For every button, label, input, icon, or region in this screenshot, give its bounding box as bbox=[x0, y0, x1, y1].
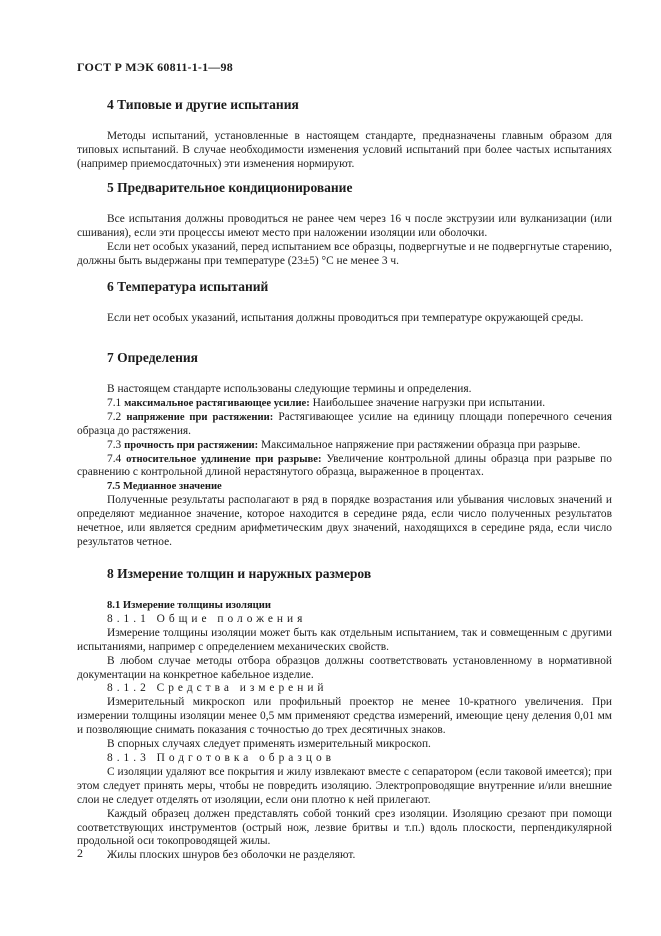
section-8-paragraph-6: Каждый образец должен представлять собой тонкий срез изоляции. Изоляцию срезают при помощи соответствующих инструментов (острый нож, лезвие бритвы и т.п.) вдоль плоскости, перпендикулярной продольной оси токопроводящей жилы. bbox=[77, 807, 612, 848]
definition-term: максимальное растягивающее усилие: bbox=[124, 397, 310, 409]
section-5-paragraph-2: Если нет особых указаний, перед испытанием все образцы, подвергнутые и не подвергнутые старению, должны быть выдержаны при температуре (23±5) °С не менее 3 ч. bbox=[77, 240, 612, 267]
definition-text: Максимальное напряжение при растяжении образца при разрыве. bbox=[261, 438, 581, 451]
section-4-title: 4 Типовые и другие испытания bbox=[107, 97, 299, 112]
definition-term: напряжение при растяжении: bbox=[126, 411, 274, 423]
subsection-title: 8.1 Измерение толщины изоляции bbox=[107, 600, 271, 611]
section-8-title: 8 Измерение толщин и наружных размеров bbox=[107, 566, 372, 581]
section-5-paragraph-1: Все испытания должны проводиться не ранее чем через 16 ч после экструзии или вулканизации (или сшивания), если эти процессы имеют место при наложении изоляции или оболочки. bbox=[77, 213, 612, 239]
subsection-8-1-3: 8.1.3 Подготовка образцов bbox=[107, 751, 336, 764]
subsection-8-1-1: 8.1.1 Общие положения bbox=[107, 612, 307, 625]
section-8-paragraph-3: Измерительный микроскоп или профильный проектор не менее 10-кратного увеличения. При измерении толщины изоляции менее 0,5 мм применяют средства измерений, имеющие цену деления 0,01 мм и позволяющие снимать показания с точностью до трех десятичных знаков. bbox=[77, 696, 612, 737]
section-5 bbox=[77, 180, 612, 269]
section-8-paragraph-4: В спорных случаях следует применять измерительный микроскоп. bbox=[107, 738, 431, 751]
section-8-paragraph-5: С изоляции удаляют все покрытия и жилу извлекают вместе с сепаратором (если таковой имеется); при этом следует принять меры, чтобы не повредить изоляцию. Электропроводящие внутренние и/или внешние слои не следует отделять от изоляции, если они плотно к ней прилегают. bbox=[77, 765, 612, 806]
definition-text: Растягивающее усилие на единицу площади поперечного сечения образца до растяжения. bbox=[77, 410, 612, 437]
section-4-paragraph: Методы испытаний, установленные в настоящем стандарте, предназначены главным образом для типовых испытаний. В случае необходимости изменения условий испытаний при более частых испытаниях (например приемосдаточных) эти изменения нормируют. bbox=[77, 130, 612, 170]
definition-7-5-text: Полученные результаты располагают в ряд в порядке возрастания или убывания числовых значений и определяют медианное значение, которое находится в середине ряда, если число полученных результатов нечетное, или является средним арифметическим двух значений, находящихся в середине ряда, если число результатов четное. bbox=[77, 494, 612, 548]
definition-text: Наибольшее значение нагрузки при испытании. bbox=[312, 396, 546, 409]
section-5-title: 5 Предварительное кондиционирование bbox=[107, 180, 353, 195]
definition-number: 7.3 bbox=[107, 438, 122, 451]
page-number: 2 bbox=[77, 846, 83, 860]
definition-number: 7.4 bbox=[107, 452, 122, 465]
definition-7-2 bbox=[77, 411, 612, 439]
definition-term: относительное удлинение при разрыве: bbox=[126, 453, 322, 465]
section-4 bbox=[77, 97, 612, 172]
section-6 bbox=[77, 279, 612, 326]
subsection-8-1-2: 8.1.2 Средства измерений bbox=[107, 682, 328, 695]
section-7-intro: В настоящем стандарте использованы следующие термины и определения. bbox=[107, 383, 472, 395]
section-8-paragraph-7: Жилы плоских шнуров без оболочки не разделяют. bbox=[107, 849, 356, 862]
section-8-paragraph-1: Измерение толщины изоляции может быть как отдельным испытанием, так и совмещенным с другими испытаниями, например с определением механических свойств. bbox=[77, 626, 612, 653]
subsection-title: 7.5 Медианное значение bbox=[107, 481, 222, 493]
definition-number: 7.2 bbox=[107, 410, 122, 423]
subsection-8-1 bbox=[77, 599, 612, 613]
definition-7-1 bbox=[77, 397, 612, 411]
section-6-title: 6 Температура испытаний bbox=[107, 279, 269, 294]
section-7 bbox=[77, 350, 612, 550]
section-6-paragraph: Если нет особых указаний, испытания должны проводиться при температуре окружающей среды. bbox=[107, 312, 584, 324]
document-header: ГОСТ Р МЭК 60811-1-1—98 bbox=[77, 60, 233, 74]
definition-text: Увеличение контрольной длины образца при разрыве по сравнению с контрольной длиной нерастянутого образца, выраженное в процентах. bbox=[77, 452, 612, 479]
definition-number: 7.1 bbox=[107, 396, 122, 409]
section-8-paragraph-2: В любом случае методы отбора образцов должны соответствовать установленному в нормативной документации на конкретное кабельное изделие. bbox=[77, 654, 612, 681]
definition-7-3 bbox=[77, 439, 612, 453]
definition-7-5-title bbox=[77, 480, 612, 494]
definition-7-4 bbox=[77, 453, 612, 481]
section-8 bbox=[77, 566, 612, 863]
definition-term: прочность при растяжении: bbox=[124, 439, 259, 451]
section-7-title: 7 Определения bbox=[107, 350, 198, 365]
